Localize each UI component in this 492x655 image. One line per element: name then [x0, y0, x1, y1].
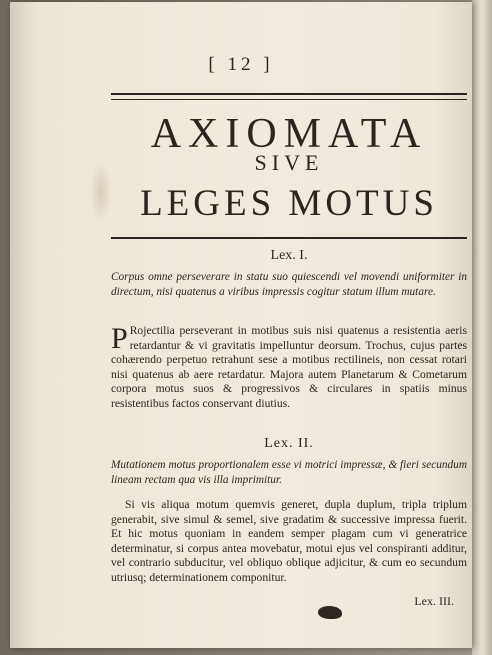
lex-2-statement: Mutationem motus proportionalem esse vi motrici impressæ, & fieri secundum lineam rectam qua vis illa imprimitur. — [111, 459, 467, 486]
lex-1-heading: Lex. I. — [270, 248, 308, 263]
drop-cap: P — [111, 322, 128, 355]
next-page-edge — [472, 0, 492, 655]
lex-1-paragraph — [111, 324, 467, 412]
top-rule — [111, 93, 467, 95]
ink-blot — [318, 606, 342, 619]
lex-1-text-part-1: Rojectilia perseverant in motibus suis nisi quatenus a resistentia aeris retardantur & vi gravitatis impelluntur deorsum. — [129, 324, 467, 352]
title-line-2: SIVE — [254, 150, 324, 175]
lex-1-commentary — [111, 324, 467, 412]
paper-stain — [90, 162, 112, 222]
catchword: Lex. III. — [414, 594, 454, 608]
page-number: [ 12 ] — [208, 54, 274, 75]
top-rule-thin — [111, 99, 467, 100]
lex-1-statement: Corpus omne perseverare in statu suo quiescendi vel movendi uniformiter in directum, nisi quatenus a viribus impressis cogitur statum illum mutare. — [111, 271, 467, 298]
lex-2-commentary — [111, 498, 467, 586]
title-line-3: LEGES MOTUS — [140, 183, 438, 224]
title-line-1: AXIOMATA — [150, 111, 428, 157]
lex-2-heading: Lex. II. — [264, 436, 314, 451]
title-bottom-rule — [111, 237, 467, 239]
book-page — [10, 2, 472, 648]
lex-1-text-part-3: Majora autem Planetarum & Cometarum corpora motus suos & progressivos & circulares in spatiis minus resistentibus factos conservant diutius. — [111, 367, 467, 410]
lex-2-paragraph: Si vis aliqua motum quemvis generet, dupla duplum, tripla triplum generabit, sive simul & semel, sive gradatim & successive impressa fuerit. Et hic motus quoniam in eandem semper plagam cum vi generatrice determinatur, si corpus antea movebatur, motui ejus vel conspiranti additur, vel contrario subducitur, vel obliquo oblique adjicitur, & cum eo secundum utriusq; determinationem componitur. — [111, 498, 467, 584]
lex-1-text-part-2: Trochus, cujus partes cohærendo perpetuo retrahunt sese a motibus rectilineis, non cessat rotari nisi quatenus ab aere retardatur. — [111, 338, 467, 381]
